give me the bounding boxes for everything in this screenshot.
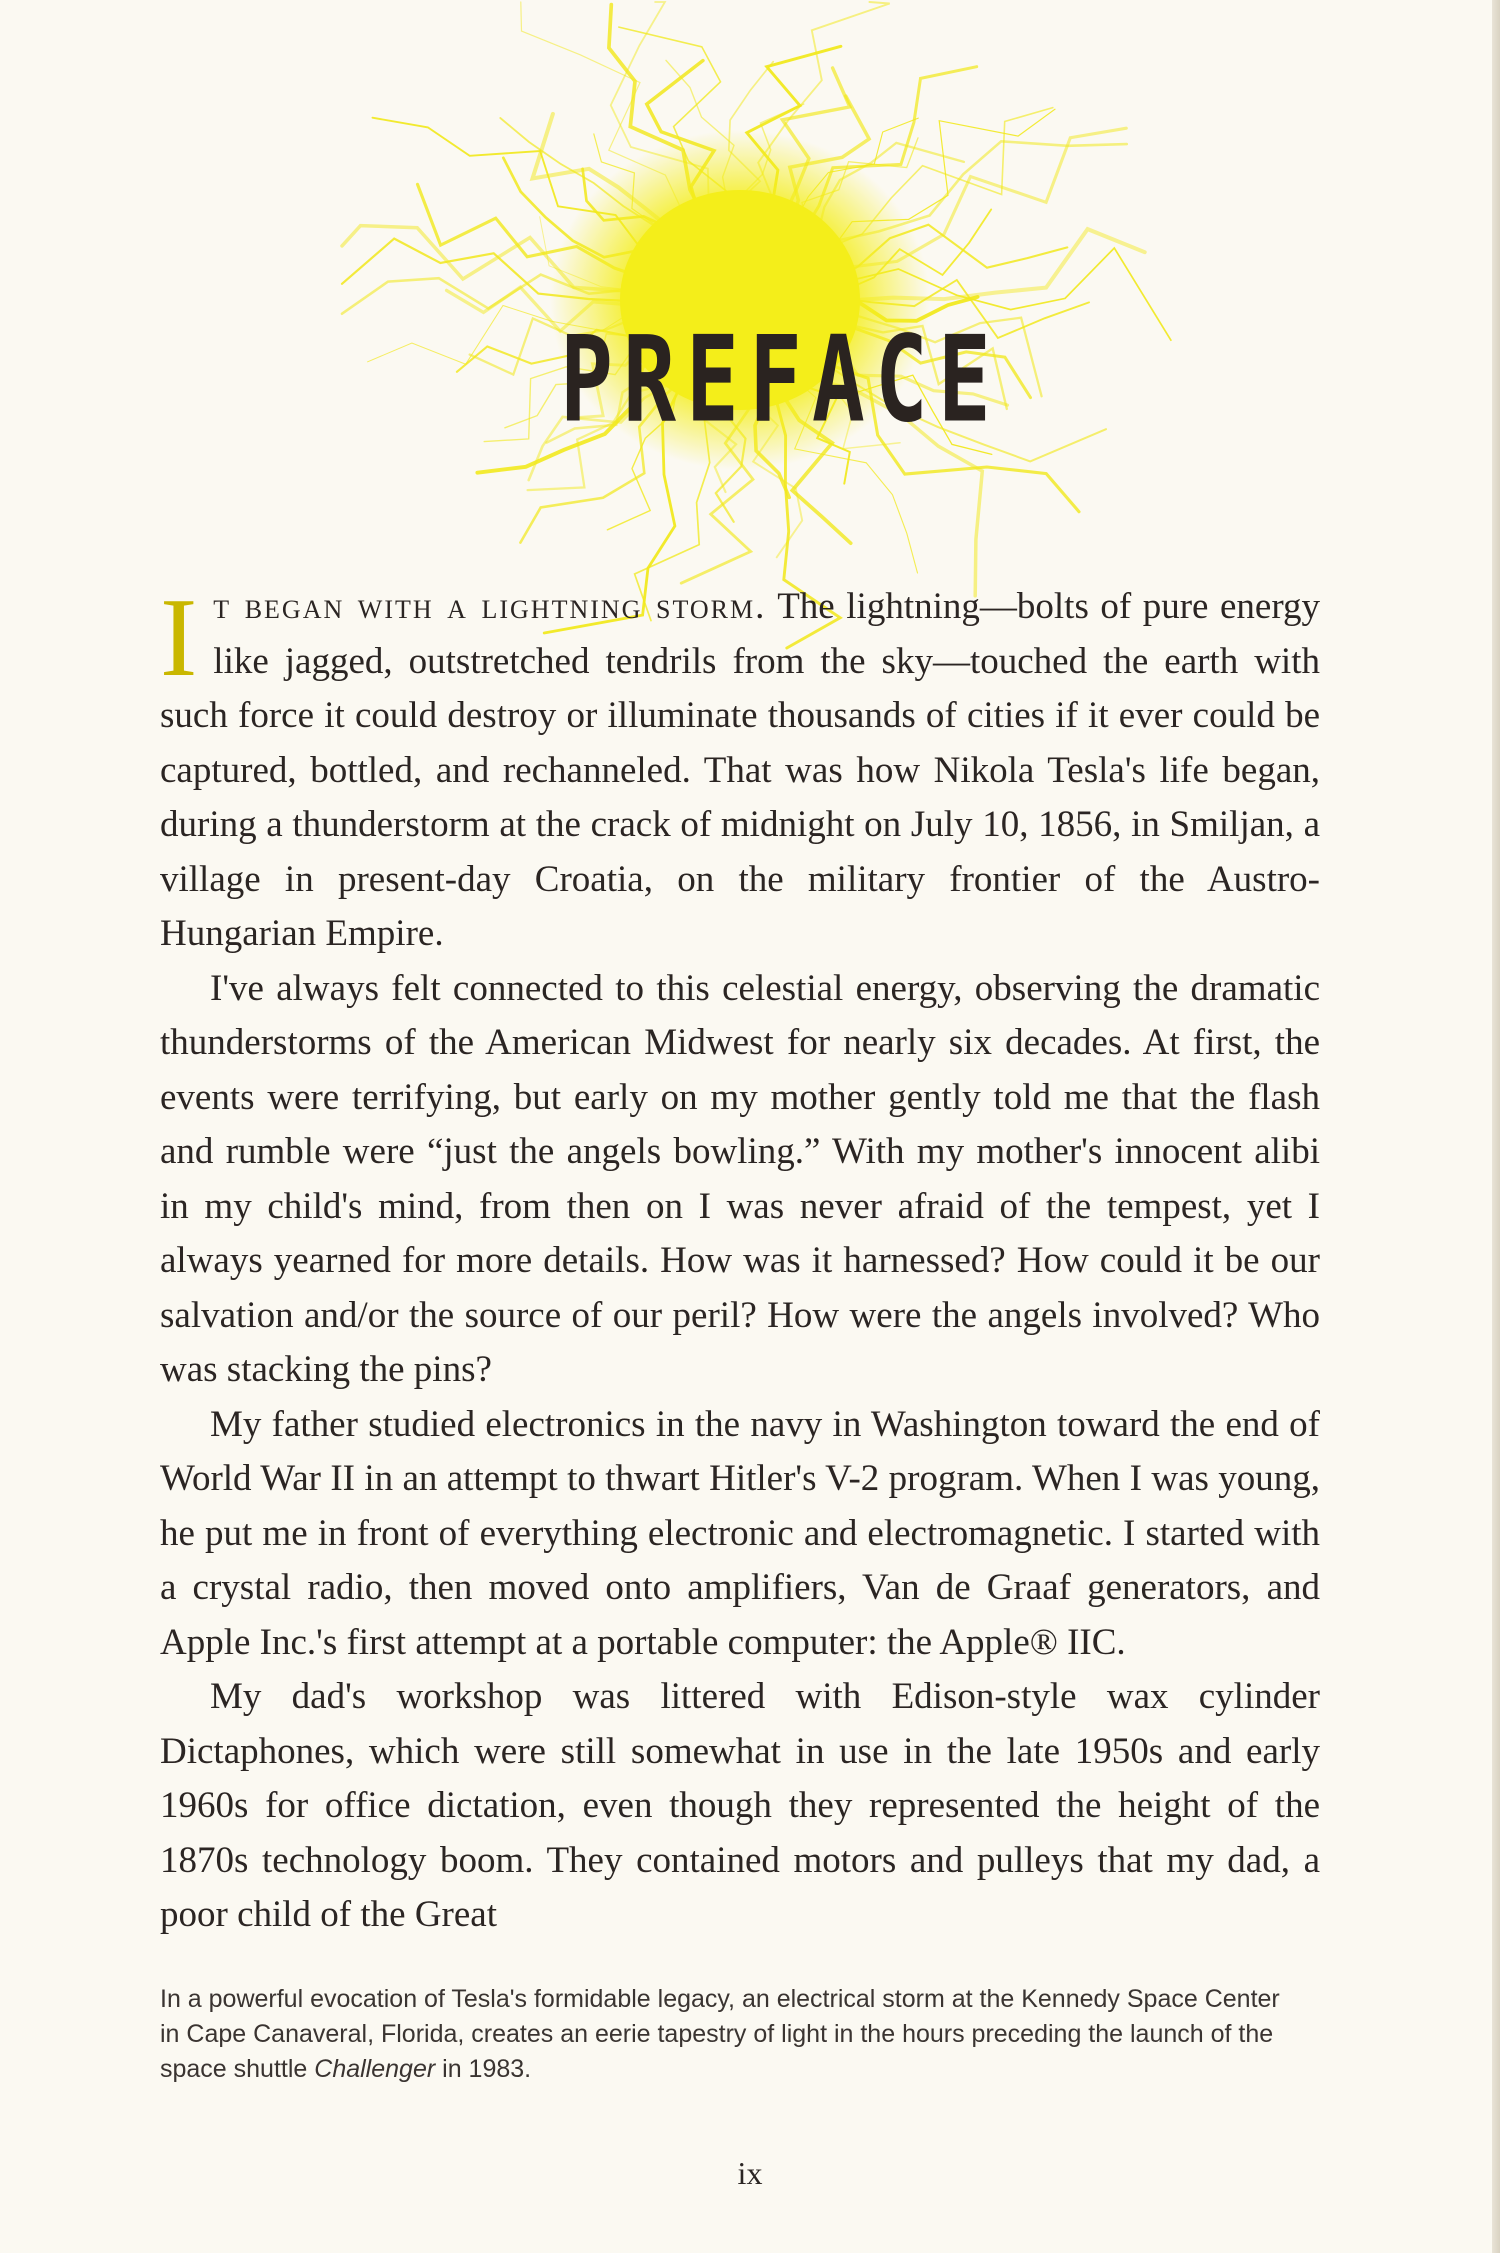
- opening-small-caps: t began with a lightning storm.: [213, 586, 767, 627]
- caption-text: In a powerful evocation of Tesla's formidable legacy, an electrical storm at the Kennedy Space Center in Cape Canaveral, Florida, creates an eerie tapestry of light in the hours preceding the launch of the space shuttle: [160, 1985, 1280, 2083]
- paragraph-1-text: The lightning—bolts of pure energy like jagged, outstretched tendrils from the sky—touched the earth with such force it could destroy or illuminate thousands of cities if it ever could be captured, bottled, and rechanneled. That was how Nikola Tesla's life began, during a thunderstorm at the crack of midnight on July 10, 1856, in Smiljan, a village in present-day Croatia, on the military frontier of the Austro-Hungarian Empire.: [160, 586, 1320, 954]
- paragraph-2: I've always felt connected to this celestial energy, observing the dramatic thunderstorms of the American Midwest for nearly six decades. At first, the events were terrifying, but early on my mother gently told me that the flash and rumble were “just the angels bowling.” With my mother's innocent alibi in my child's mind, from then on I was never afraid of the tempest, yet I always yearned for more details. How was it harnessed? How could it be our salvation and/or the source of our peril? How were the angels involved? Who was stacking the pins?: [160, 967, 1320, 1390]
- drop-cap: I: [160, 576, 198, 700]
- photo-caption: [160, 1982, 1280, 2087]
- page-title: PREFACE: [560, 310, 1001, 450]
- caption-end: in 1983.: [435, 2055, 532, 2083]
- body-text: [160, 576, 1320, 1943]
- caption-italic: Challenger: [314, 2055, 436, 2083]
- paragraph-3: My father studied electronics in the navy in Washington toward the end of World War II in an attempt to thwart Hitler's V-2 program. When I was young, he put me in front of everything electronic and electromagnetic. I started with a crystal radio, then moved onto amplifiers, Van de Graaf generators, and Apple Inc.'s first attempt at a portable computer: the Apple® IIC.: [160, 1403, 1320, 1663]
- paragraph-1: [160, 576, 1320, 962]
- page-number: ix: [737, 2155, 763, 2191]
- paragraph-4: My dad's workshop was littered with Edison-style wax cylinder Dictaphones, which were still somewhat in use in the late 1950s and early 1960s for office dictation, even though they represented the height of the 1870s technology boom. They contained motors and pulleys that my dad, a poor child of the Great: [160, 1676, 1320, 1935]
- page-edge: [1492, 0, 1500, 2253]
